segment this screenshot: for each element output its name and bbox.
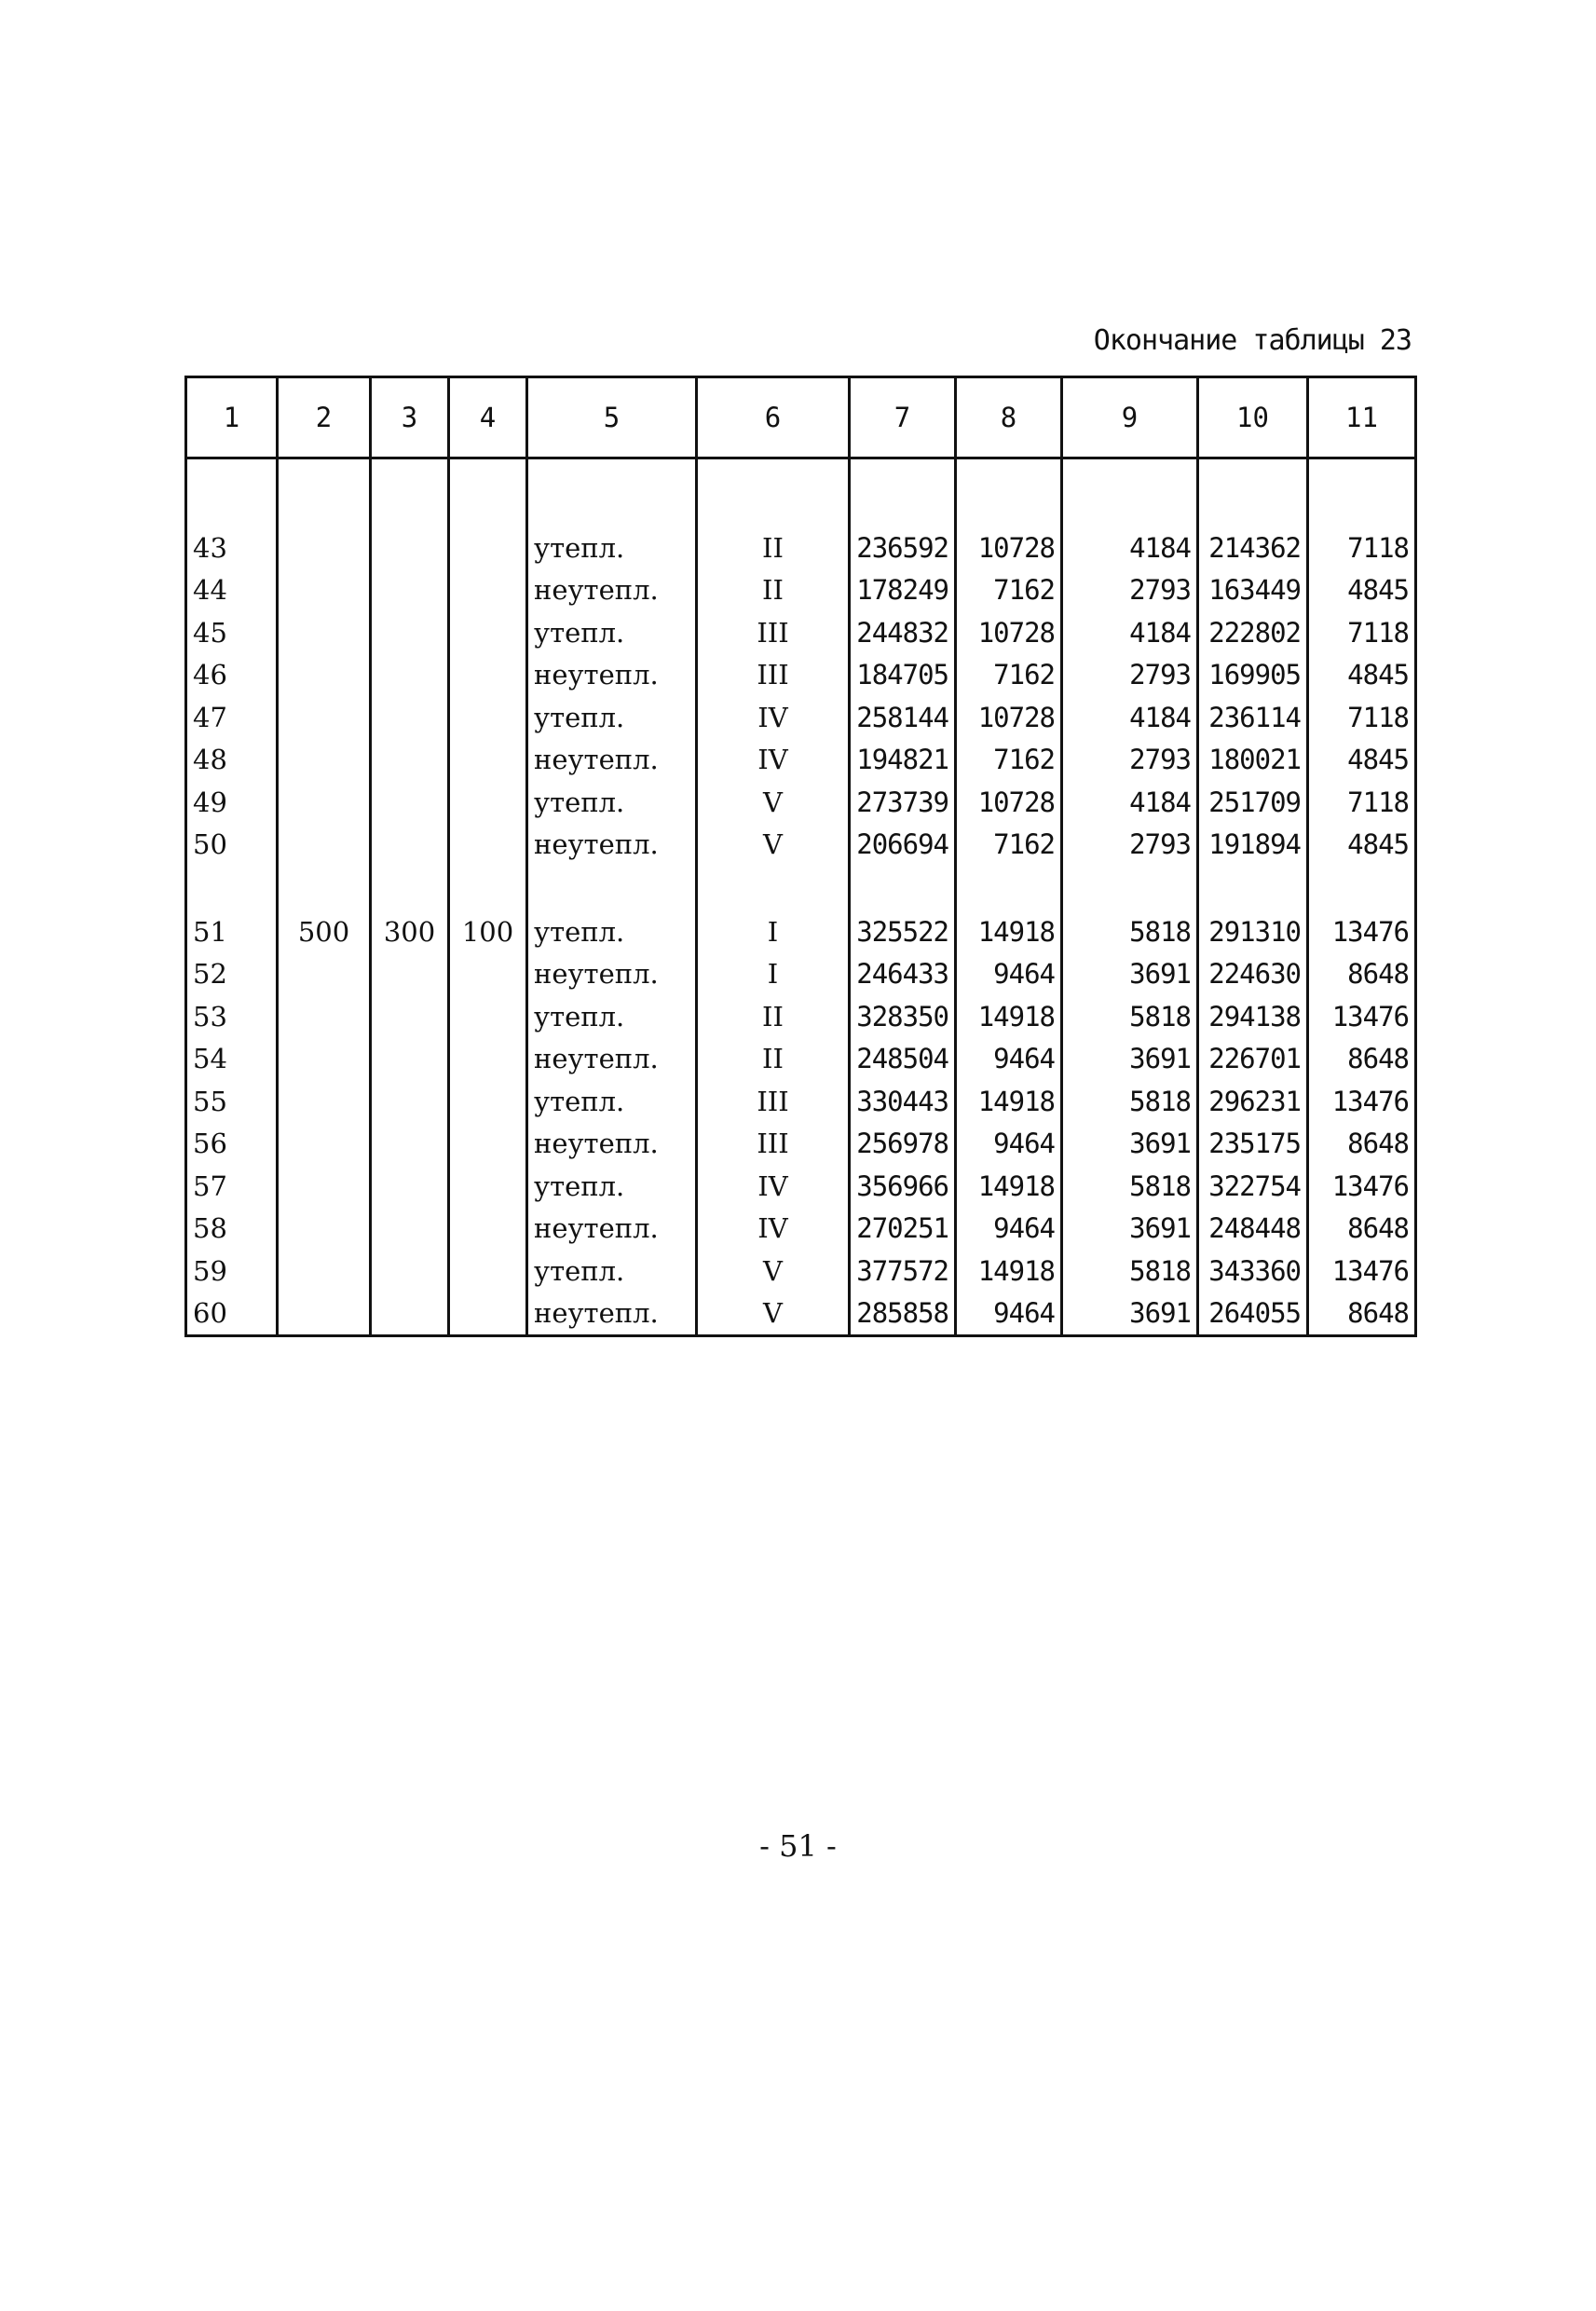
- cell-col-3: [371, 1123, 449, 1166]
- cell-col-6: I: [697, 910, 850, 953]
- cell-col-1: 58: [186, 1208, 278, 1251]
- cell-col-6: I: [697, 953, 850, 996]
- cell-col-2: [278, 995, 371, 1038]
- table-row: [186, 1208, 1416, 1251]
- cell-col-4: [449, 526, 527, 569]
- cell-col-3: [371, 569, 449, 612]
- col-header-9: 9: [1062, 377, 1198, 458]
- cell-col-5: утепл.: [527, 995, 697, 1038]
- cell-col-9: 3691: [1062, 1123, 1198, 1166]
- cell-col-1: 43: [186, 526, 278, 569]
- cell-col-2: [278, 696, 371, 739]
- cell-col-7: 236592: [850, 526, 956, 569]
- cell-col-3: [371, 696, 449, 739]
- cell-col-2: [278, 526, 371, 569]
- cell-col-10: 251709: [1198, 781, 1308, 824]
- cell-col-10: 264055: [1198, 1292, 1308, 1336]
- cell-col-6: V: [697, 1250, 850, 1292]
- spacer-cell: [527, 866, 697, 910]
- cell-col-1: 44: [186, 569, 278, 612]
- cell-col-6: III: [697, 1123, 850, 1166]
- cell-col-10: 294138: [1198, 995, 1308, 1038]
- table-row: [186, 569, 1416, 612]
- cell-col-7: 248504: [850, 1038, 956, 1081]
- cell-col-3: [371, 1080, 449, 1123]
- cell-col-5: неутепл.: [527, 953, 697, 996]
- cell-col-10: 296231: [1198, 1080, 1308, 1123]
- cell-col-5: утепл.: [527, 1250, 697, 1292]
- cell-col-2: [278, 1123, 371, 1166]
- cell-col-8: 9464: [956, 1123, 1062, 1166]
- data-table: [184, 376, 1417, 1337]
- spacer-cell: [1308, 866, 1416, 910]
- cell-col-5: утепл.: [527, 526, 697, 569]
- table-row: [186, 739, 1416, 782]
- cell-col-8: 9464: [956, 953, 1062, 996]
- cell-col-4: [449, 781, 527, 824]
- cell-col-11: 13476: [1308, 995, 1416, 1038]
- cell-col-6: III: [697, 611, 850, 654]
- cell-col-11: 4845: [1308, 654, 1416, 697]
- cell-col-5: неутепл.: [527, 1038, 697, 1081]
- table-row: [186, 1165, 1416, 1208]
- cell-col-10: 235175: [1198, 1123, 1308, 1166]
- cell-col-2: [278, 739, 371, 782]
- cell-col-3: [371, 995, 449, 1038]
- col-header-3: 3: [371, 377, 449, 458]
- spacer-cell: [1198, 866, 1308, 910]
- table-row: [186, 1250, 1416, 1292]
- cell-col-9: 3691: [1062, 1292, 1198, 1336]
- cell-col-6: IV: [697, 1165, 850, 1208]
- cell-col-3: [371, 824, 449, 867]
- cell-col-6: II: [697, 569, 850, 612]
- table-row: [186, 696, 1416, 739]
- cell-col-11: 8648: [1308, 1292, 1416, 1336]
- cell-col-3: [371, 654, 449, 697]
- cell-col-9: 4184: [1062, 781, 1198, 824]
- cell-col-5: неутепл.: [527, 739, 697, 782]
- cell-col-9: 5818: [1062, 1165, 1198, 1208]
- spacer-cell: [956, 458, 1062, 527]
- cell-col-4: [449, 953, 527, 996]
- cell-col-2: [278, 1038, 371, 1081]
- spacer-cell: [956, 866, 1062, 910]
- cell-col-2: [278, 953, 371, 996]
- spacer-row: [186, 458, 1416, 527]
- cell-col-2: [278, 611, 371, 654]
- cell-col-7: 206694: [850, 824, 956, 867]
- cell-col-10: 236114: [1198, 696, 1308, 739]
- cell-col-8: 7162: [956, 824, 1062, 867]
- cell-col-5: утепл.: [527, 1165, 697, 1208]
- cell-col-8: 10728: [956, 526, 1062, 569]
- cell-col-9: 3691: [1062, 1038, 1198, 1081]
- cell-col-3: [371, 739, 449, 782]
- cell-col-10: 180021: [1198, 739, 1308, 782]
- table-row: [186, 781, 1416, 824]
- cell-col-1: 56: [186, 1123, 278, 1166]
- col-header-10: 10: [1198, 377, 1308, 458]
- cell-col-10: 343360: [1198, 1250, 1308, 1292]
- cell-col-4: [449, 696, 527, 739]
- table-row: [186, 1080, 1416, 1123]
- cell-col-6: V: [697, 1292, 850, 1336]
- cell-col-4: [449, 1250, 527, 1292]
- cell-col-10: 322754: [1198, 1165, 1308, 1208]
- cell-col-10: 224630: [1198, 953, 1308, 996]
- spacer-cell: [449, 866, 527, 910]
- cell-col-4: [449, 1038, 527, 1081]
- spacer-cell: [278, 458, 371, 527]
- spacer-row: [186, 866, 1416, 910]
- cell-col-4: 100: [449, 910, 527, 953]
- cell-col-11: 8648: [1308, 1038, 1416, 1081]
- cell-col-8: 14918: [956, 1080, 1062, 1123]
- cell-col-9: 2793: [1062, 569, 1198, 612]
- cell-col-1: 53: [186, 995, 278, 1038]
- cell-col-9: 4184: [1062, 526, 1198, 569]
- cell-col-7: 325522: [850, 910, 956, 953]
- cell-col-6: V: [697, 781, 850, 824]
- cell-col-1: 45: [186, 611, 278, 654]
- cell-col-6: II: [697, 1038, 850, 1081]
- cell-col-7: 258144: [850, 696, 956, 739]
- col-header-7: 7: [850, 377, 956, 458]
- col-header-6: 6: [697, 377, 850, 458]
- cell-col-9: 3691: [1062, 953, 1198, 996]
- cell-col-3: [371, 1208, 449, 1251]
- table-row: [186, 1123, 1416, 1166]
- cell-col-11: 4845: [1308, 739, 1416, 782]
- cell-col-6: III: [697, 1080, 850, 1123]
- cell-col-8: 9464: [956, 1292, 1062, 1336]
- cell-col-7: 273739: [850, 781, 956, 824]
- cell-col-5: утепл.: [527, 696, 697, 739]
- table-row: [186, 995, 1416, 1038]
- cell-col-8: 10728: [956, 696, 1062, 739]
- cell-col-7: 377572: [850, 1250, 956, 1292]
- cell-col-7: 330443: [850, 1080, 956, 1123]
- table-row: [186, 526, 1416, 569]
- cell-col-11: 7118: [1308, 526, 1416, 569]
- spacer-cell: [1062, 866, 1198, 910]
- col-header-1: 1: [186, 377, 278, 458]
- cell-col-4: [449, 1123, 527, 1166]
- cell-col-3: [371, 1292, 449, 1336]
- cell-col-2: [278, 654, 371, 697]
- cell-col-4: [449, 1165, 527, 1208]
- spacer-cell: [850, 866, 956, 910]
- cell-col-2: 500: [278, 910, 371, 953]
- cell-col-2: [278, 1080, 371, 1123]
- cell-col-7: 270251: [850, 1208, 956, 1251]
- cell-col-8: 14918: [956, 1250, 1062, 1292]
- cell-col-11: 7118: [1308, 611, 1416, 654]
- cell-col-6: II: [697, 995, 850, 1038]
- cell-col-9: 2793: [1062, 654, 1198, 697]
- cell-col-3: [371, 611, 449, 654]
- cell-col-9: 2793: [1062, 824, 1198, 867]
- cell-col-9: 3691: [1062, 1208, 1198, 1251]
- cell-col-11: 13476: [1308, 1080, 1416, 1123]
- cell-col-2: [278, 1250, 371, 1292]
- col-header-5: 5: [527, 377, 697, 458]
- spacer-cell: [186, 866, 278, 910]
- cell-col-4: [449, 739, 527, 782]
- cell-col-3: [371, 1165, 449, 1208]
- cell-col-4: [449, 654, 527, 697]
- col-header-2: 2: [278, 377, 371, 458]
- spacer-cell: [278, 866, 371, 910]
- cell-col-11: 8648: [1308, 1208, 1416, 1251]
- cell-col-1: 55: [186, 1080, 278, 1123]
- table-body: [186, 458, 1416, 1336]
- cell-col-3: [371, 953, 449, 996]
- cell-col-5: неутепл.: [527, 1292, 697, 1336]
- cell-col-4: [449, 1080, 527, 1123]
- cell-col-7: 178249: [850, 569, 956, 612]
- cell-col-9: 5818: [1062, 910, 1198, 953]
- cell-col-2: [278, 824, 371, 867]
- cell-col-7: 244832: [850, 611, 956, 654]
- cell-col-7: 246433: [850, 953, 956, 996]
- cell-col-9: 5818: [1062, 995, 1198, 1038]
- cell-col-4: [449, 569, 527, 612]
- cell-col-6: IV: [697, 1208, 850, 1251]
- spacer-cell: [186, 458, 278, 527]
- cell-col-5: утепл.: [527, 611, 697, 654]
- table-row: [186, 910, 1416, 953]
- cell-col-10: 226701: [1198, 1038, 1308, 1081]
- table-row: [186, 611, 1416, 654]
- spacer-cell: [850, 458, 956, 527]
- spacer-cell: [371, 866, 449, 910]
- cell-col-1: 60: [186, 1292, 278, 1336]
- cell-col-4: [449, 611, 527, 654]
- cell-col-5: неутепл.: [527, 654, 697, 697]
- cell-col-3: [371, 781, 449, 824]
- spacer-cell: [1198, 458, 1308, 527]
- cell-col-10: 248448: [1198, 1208, 1308, 1251]
- cell-col-11: 13476: [1308, 1165, 1416, 1208]
- cell-col-11: 13476: [1308, 910, 1416, 953]
- cell-col-2: [278, 569, 371, 612]
- cell-col-9: 4184: [1062, 696, 1198, 739]
- cell-col-1: 51: [186, 910, 278, 953]
- data-table-container: [184, 376, 1414, 1337]
- cell-col-6: II: [697, 526, 850, 569]
- cell-col-8: 9464: [956, 1038, 1062, 1081]
- spacer-cell: [697, 458, 850, 527]
- cell-col-6: V: [697, 824, 850, 867]
- cell-col-9: 5818: [1062, 1080, 1198, 1123]
- cell-col-4: [449, 1208, 527, 1251]
- cell-col-7: 184705: [850, 654, 956, 697]
- cell-col-1: 59: [186, 1250, 278, 1292]
- cell-col-9: 5818: [1062, 1250, 1198, 1292]
- cell-col-11: 8648: [1308, 1123, 1416, 1166]
- cell-col-8: 14918: [956, 995, 1062, 1038]
- col-header-4: 4: [449, 377, 527, 458]
- cell-col-10: 214362: [1198, 526, 1308, 569]
- cell-col-11: 13476: [1308, 1250, 1416, 1292]
- spacer-cell: [449, 458, 527, 527]
- cell-col-5: утепл.: [527, 910, 697, 953]
- cell-col-8: 9464: [956, 1208, 1062, 1251]
- cell-col-6: IV: [697, 696, 850, 739]
- cell-col-7: 194821: [850, 739, 956, 782]
- col-header-11: 11: [1308, 377, 1416, 458]
- cell-col-1: 57: [186, 1165, 278, 1208]
- cell-col-7: 356966: [850, 1165, 956, 1208]
- cell-col-1: 48: [186, 739, 278, 782]
- cell-col-1: 46: [186, 654, 278, 697]
- cell-col-5: неутепл.: [527, 1123, 697, 1166]
- cell-col-11: 4845: [1308, 824, 1416, 867]
- cell-col-7: 256978: [850, 1123, 956, 1166]
- table-caption: Окончание таблицы 23: [1093, 324, 1412, 357]
- spacer-cell: [1062, 458, 1198, 527]
- cell-col-8: 14918: [956, 1165, 1062, 1208]
- cell-col-8: 10728: [956, 781, 1062, 824]
- cell-col-10: 169905: [1198, 654, 1308, 697]
- cell-col-10: 191894: [1198, 824, 1308, 867]
- cell-col-5: неутепл.: [527, 1208, 697, 1251]
- cell-col-6: III: [697, 654, 850, 697]
- table-row: [186, 1292, 1416, 1336]
- spacer-cell: [1308, 458, 1416, 527]
- cell-col-3: [371, 1038, 449, 1081]
- cell-col-11: 8648: [1308, 953, 1416, 996]
- cell-col-10: 163449: [1198, 569, 1308, 612]
- cell-col-8: 10728: [956, 611, 1062, 654]
- cell-col-3: [371, 526, 449, 569]
- cell-col-4: [449, 824, 527, 867]
- cell-col-1: 54: [186, 1038, 278, 1081]
- cell-col-5: неутепл.: [527, 824, 697, 867]
- page-number: - 51 -: [759, 1828, 837, 1864]
- cell-col-2: [278, 1165, 371, 1208]
- cell-col-10: 222802: [1198, 611, 1308, 654]
- cell-col-3: [371, 1250, 449, 1292]
- cell-col-3: 300: [371, 910, 449, 953]
- cell-col-5: неутепл.: [527, 569, 697, 612]
- spacer-cell: [527, 458, 697, 527]
- cell-col-11: 7118: [1308, 696, 1416, 739]
- cell-col-7: 328350: [850, 995, 956, 1038]
- cell-col-1: 49: [186, 781, 278, 824]
- cell-col-11: 7118: [1308, 781, 1416, 824]
- cell-col-1: 52: [186, 953, 278, 996]
- cell-col-8: 7162: [956, 654, 1062, 697]
- cell-col-9: 2793: [1062, 739, 1198, 782]
- cell-col-2: [278, 1208, 371, 1251]
- cell-col-5: утепл.: [527, 1080, 697, 1123]
- cell-col-4: [449, 1292, 527, 1336]
- cell-col-8: 7162: [956, 739, 1062, 782]
- cell-col-2: [278, 781, 371, 824]
- table-row: [186, 1038, 1416, 1081]
- cell-col-9: 4184: [1062, 611, 1198, 654]
- cell-col-1: 50: [186, 824, 278, 867]
- spacer-cell: [371, 458, 449, 527]
- cell-col-8: 14918: [956, 910, 1062, 953]
- cell-col-1: 47: [186, 696, 278, 739]
- cell-col-8: 7162: [956, 569, 1062, 612]
- cell-col-4: [449, 995, 527, 1038]
- cell-col-7: 285858: [850, 1292, 956, 1336]
- col-header-8: 8: [956, 377, 1062, 458]
- cell-col-5: утепл.: [527, 781, 697, 824]
- header-row: [186, 377, 1416, 458]
- cell-col-11: 4845: [1308, 569, 1416, 612]
- table-row: [186, 654, 1416, 697]
- spacer-cell: [697, 866, 850, 910]
- table-row: [186, 953, 1416, 996]
- cell-col-10: 291310: [1198, 910, 1308, 953]
- table-row: [186, 824, 1416, 867]
- cell-col-6: IV: [697, 739, 850, 782]
- cell-col-2: [278, 1292, 371, 1336]
